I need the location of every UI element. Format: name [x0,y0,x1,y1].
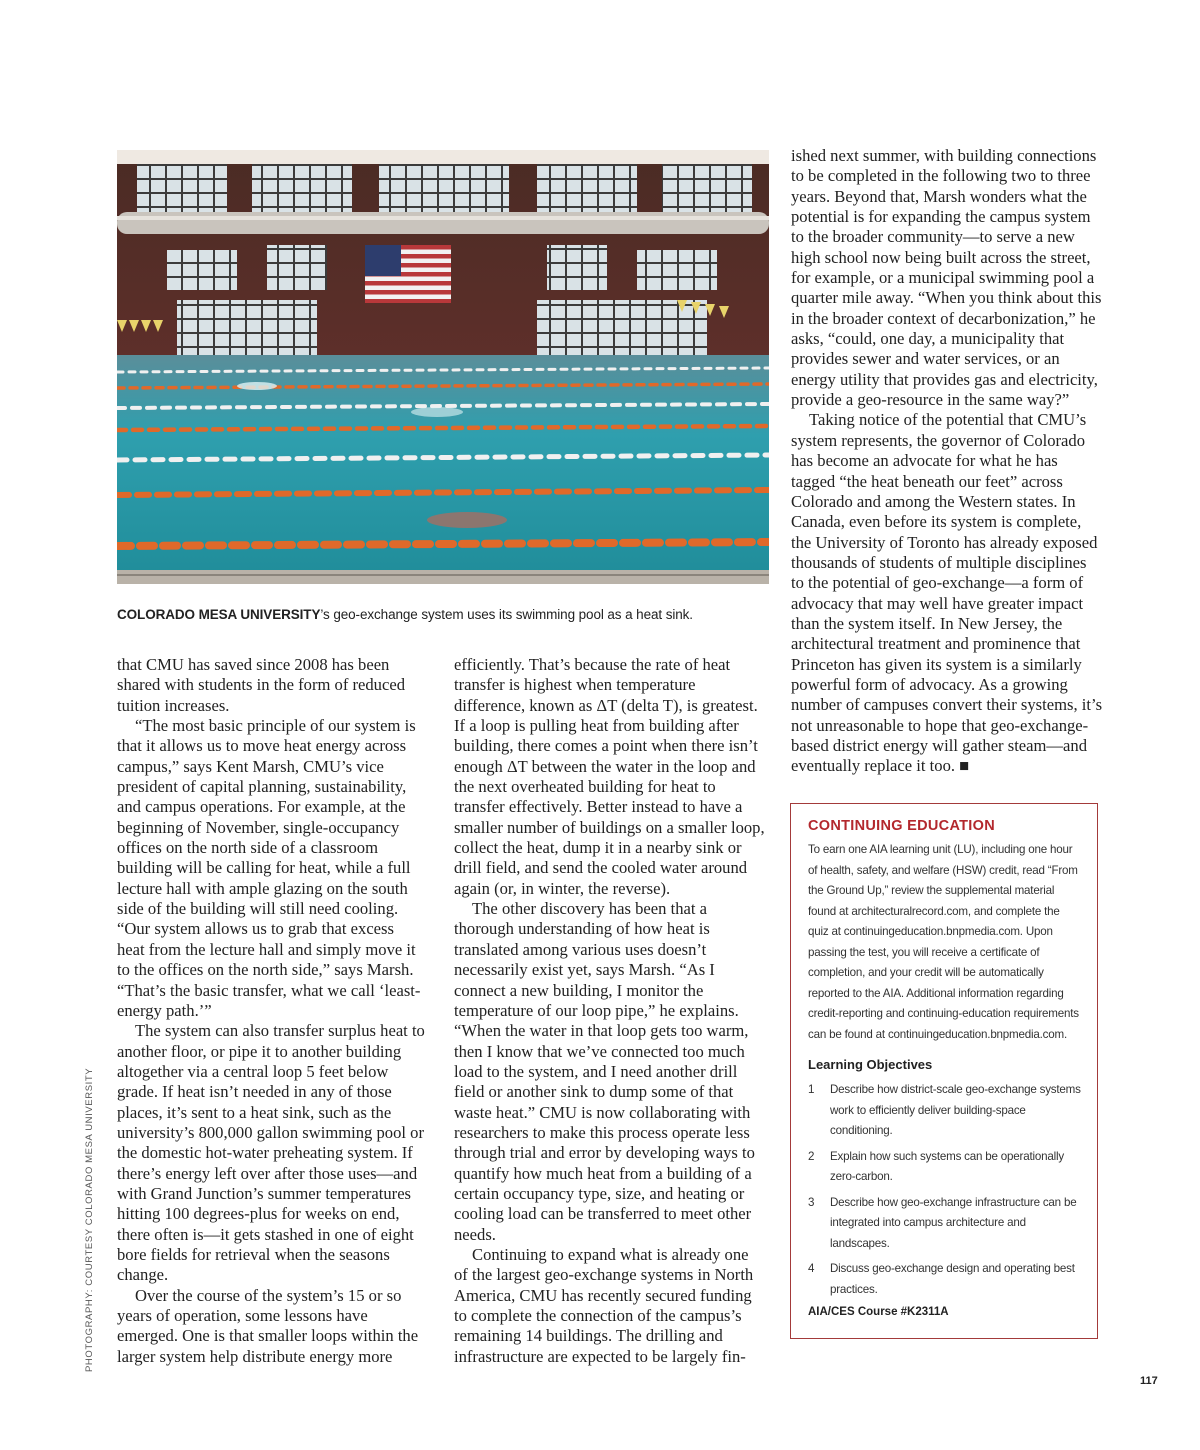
objective-number: 4 [808,1262,815,1275]
objective-number: 1 [808,1083,815,1096]
course-number: AIA/CES Course #K2311A [808,1306,949,1318]
objective-text: Describe how geo-exchange infrastructure can be integrated into campus architecture and landscapes. [830,1195,1077,1250]
article-column-2 [454,655,766,1367]
objective-text: Explain how such systems can be operationally zero-carbon. [830,1149,1064,1183]
article-column-3 [791,146,1103,777]
paragraph: Continuing to expand what is already one of the largest geo-exchange systems in North America, CMU has recently secured funding to complete the connection of the campus’s remaining 14 buildings. The drilling and infrastructure are expected to be largely fin- [454,1244,754,1366]
list-item [808,1259,1081,1300]
paragraph: that CMU has saved since 2008 has been shared with students in the form of reduced tuition increases. [117,655,406,715]
photo-caption [117,607,769,622]
paragraph: Over the course of the system’s 15 or so years of operation, some lessons have emerged. One is that smaller loops within the larger system help distribute energy more [117,1285,419,1366]
caption-bold: COLORADO MESA UNIVERSITY [117,607,321,622]
ce-title: CONTINUING EDUCATION [808,818,995,834]
caption-text: ’s geo-exchange system uses its swimming pool as a heat sink. [320,607,693,622]
learning-objectives-title: Learning Objectives [808,1057,933,1072]
swimming-pool-photo [117,150,769,584]
objective-text: Discuss geo-exchange design and operating best practices. [830,1262,1075,1296]
pool-illustration [117,150,769,584]
paragraph: “The most basic principle of our system is that it allows us to move heat energy across campus,” says Kent Marsh, CMU’s vice president of capital planning, sustainability, and campus operations. For example, at the beginning of November, single-occupancy offices on the north side of a classroom building will be calling for heat, while a full lecture hall with ample glazing on the south side of the building will still need cooling. “Our system allows us to grab that excess heat from the lecture hall and simply move it to the offices on the north side,” says Marsh. “That’s the basic transfer, what we call ‘least-energy path.’” [117,716,421,1020]
paragraph: Taking notice of the potential that CMU’s system represents, the governor of Colorado has become an advocate for what he has tagged “the heat beneath our feet” across Colorado and among the Western states. In Canada, even before its system is complete, the University of Toronto has already exposed thousands of students of multiple disciplines to the potential of geo-exchange—a form of advocacy that may well have greater impact than the system itself. In New Jersey, the architectural treatment and prominence that Princeton has given its system is a similarly powerful form of advocacy. As a growing number of campuses convert their systems, it’s not unreasonable to hope that geo-exchange-based district energy will gather steam—and eventually replace it too. ■ [791,410,1103,776]
objective-number: 3 [808,1195,815,1209]
ce-body: To earn one AIA learning unit (LU), including one hour of health, safety, and welfare (HSW) credit, read “From the Ground Up,” review the supplemental material found at architecturalrecord.com, and complete the quiz at continuingeducation.bnpmedia.com. Upon passing the test, you will receive a certificate of completion, and your credit will be automatically reported to the AIA. Additional information regarding credit-reporting and continuing-education requirements can be found at continuingeducation.bnpmedia.com. [808,843,1079,1041]
american-flag-icon [365,245,451,303]
paragraph: ished next summer, with building connections to be completed in the following two to three years. Beyond that, Marsh wonders what the potential is for expanding the campus system to the broader community—to serve a new high school now being built across the street, for example, or a municipal swimming pool a quarter mile away. “When you think about this in the broader context of decarbonization,” he asks, “could, one day, a municipality that provides sewer and water services, or an energy utility that provides gas and electricity, provide a geo-resource in the same way?” [791,146,1102,410]
list-item [808,1147,1081,1188]
paragraph: efficiently. That’s because the rate of heat transfer is highest when temperature difference, known as ΔT (delta T), is greatest. If a loop is pulling heat from building after building, there comes a point when there isn’t enough ΔT between the water in the loop and the next overheated building for heat to transfer effectively. Better instead to have a smaller number of buildings on a smaller loop, collect the heat, dump it in a nearby sink or drill field, and send the cooled water around again (or, in winter, the reverse). [454,655,765,898]
learning-objectives-list [808,1080,1081,1300]
paragraph: The system can also transfer surplus heat to another floor, or pipe it to another building altogether via a central loop 5 feet below grade. If heat isn’t needed in any of those places, it’s sent to a heat sink, such as the university’s 800,000 gallon swimming pool or the domestic hot-water preheating system. If there’s energy left over after those uses—and with Grand Junction’s summer temperatures hitting 100 degrees-plus for weeks on end, there often is—it gets stashed in one of eight bore fields for retrieval when the seasons change. [117,1021,425,1285]
list-item [808,1193,1081,1255]
objective-text: Describe how district-scale geo-exchange systems work to efficiently deliver building-space conditioning. [830,1083,1081,1137]
article-column-1 [117,655,425,1367]
paragraph: The other discovery has been that a thorough understanding of how heat is translated among various uses doesn’t necessarily exist yet, says Marsh. “As I connect a new building, I monitor the temperature of our loop pipe,” he explains. “When the water in that loop gets too warm, then I know that we’ve connected too much load to the system, and I need another drill field or another sink to dump some of that waste heat.” CMU is now collaborating with researchers to make this process operate less through trial and error by developing ways to quantify how much heat from a building of a certain occupancy type, size, and heating or cooling load can be transferred to meet other needs. [454,899,755,1244]
page-number: 117 [1140,1375,1158,1387]
objective-number: 2 [808,1149,815,1163]
list-item [808,1080,1081,1142]
continuing-education-box [790,803,1098,1339]
photo-credit: PHOTOGRAPHY: COURTESY COLORADO MESA UNIVERSITY [84,1067,95,1372]
